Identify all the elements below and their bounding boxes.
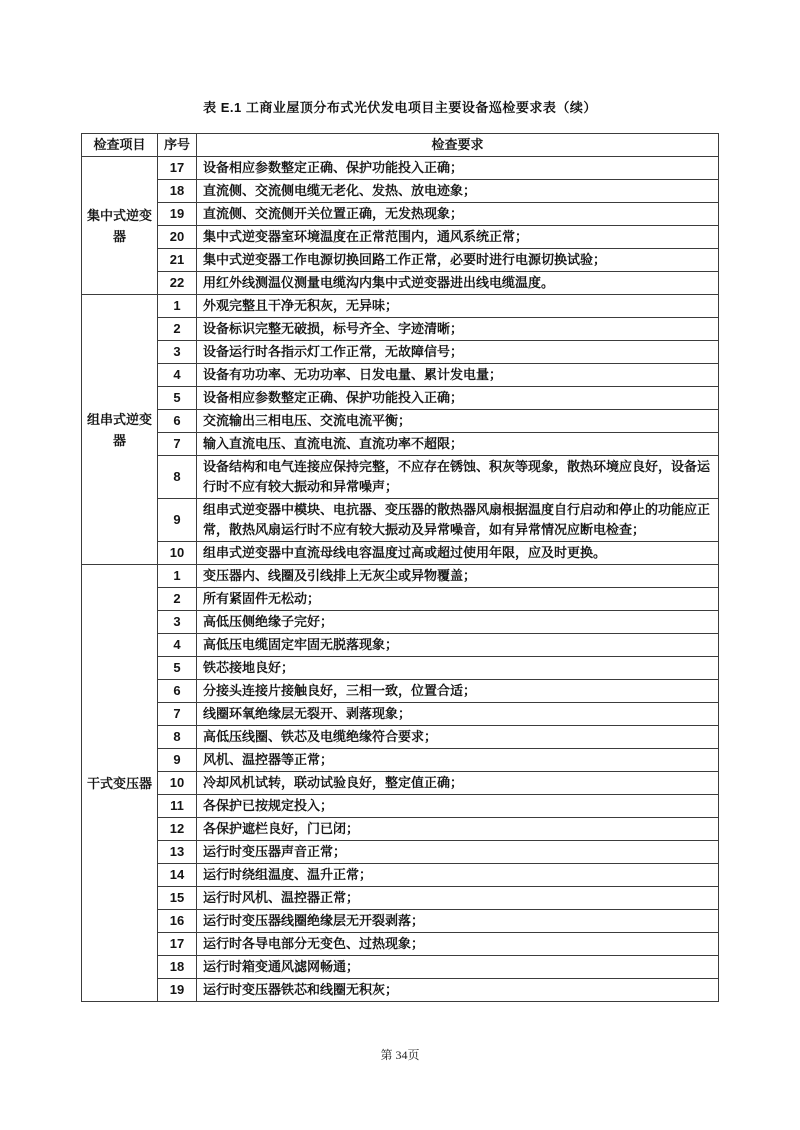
seq-no-cell: 3 xyxy=(158,341,197,364)
seq-no-cell: 1 xyxy=(158,295,197,318)
inspection-table xyxy=(81,133,719,1002)
table-row xyxy=(82,499,719,542)
seq-no-cell: 17 xyxy=(158,157,197,180)
seq-no-cell: 20 xyxy=(158,226,197,249)
table-row xyxy=(82,818,719,841)
table-row xyxy=(82,295,719,318)
seq-no-cell: 7 xyxy=(158,433,197,456)
requirement-cell: 运行时变压器声音正常； xyxy=(197,841,719,864)
requirement-cell: 线圈环氧绝缘层无裂开、剥落现象； xyxy=(197,703,719,726)
seq-no-cell: 14 xyxy=(158,864,197,887)
seq-no-cell: 9 xyxy=(158,749,197,772)
table-row xyxy=(82,410,719,433)
table-row xyxy=(82,680,719,703)
table-row xyxy=(82,318,719,341)
requirement-cell: 外观完整且干净无积灰，无异味； xyxy=(197,295,719,318)
table-row xyxy=(82,249,719,272)
requirement-cell: 直流侧、交流侧开关位置正确，无发热现象； xyxy=(197,203,719,226)
table-row xyxy=(82,910,719,933)
seq-no-cell: 2 xyxy=(158,588,197,611)
table-row xyxy=(82,772,719,795)
requirement-cell: 输入直流电压、直流电流、直流功率不超限； xyxy=(197,433,719,456)
requirement-cell: 运行时风机、温控器正常； xyxy=(197,887,719,910)
table-row xyxy=(82,226,719,249)
requirement-cell: 各保护已按规定投入； xyxy=(197,795,719,818)
table-row xyxy=(82,703,719,726)
seq-no-cell: 21 xyxy=(158,249,197,272)
seq-no-cell: 16 xyxy=(158,910,197,933)
table-row xyxy=(82,203,719,226)
requirement-cell: 所有紧固件无松动； xyxy=(197,588,719,611)
seq-no-cell: 5 xyxy=(158,387,197,410)
table-row xyxy=(82,979,719,1002)
requirement-cell: 设备有功功率、无功功率、日发电量、累计发电量； xyxy=(197,364,719,387)
page-title: 表 E.1 工商业屋顶分布式光伏发电项目主要设备巡检要求表（续） xyxy=(203,100,597,115)
table-row xyxy=(82,272,719,295)
table-row xyxy=(82,841,719,864)
seq-no-cell: 18 xyxy=(158,956,197,979)
seq-no-cell: 1 xyxy=(158,565,197,588)
seq-no-cell: 22 xyxy=(158,272,197,295)
table-row xyxy=(82,749,719,772)
requirement-cell: 风机、温控器等正常； xyxy=(197,749,719,772)
requirement-cell: 设备相应参数整定正确、保护功能投入正确； xyxy=(197,157,719,180)
requirement-cell: 设备标识完整无破损，标号齐全、字迹清晰； xyxy=(197,318,719,341)
requirement-cell: 直流侧、交流侧电缆无老化、发热、放电迹象； xyxy=(197,180,719,203)
table-row xyxy=(82,795,719,818)
seq-no-cell: 13 xyxy=(158,841,197,864)
requirement-cell: 高低压侧绝缘子完好； xyxy=(197,611,719,634)
table-row xyxy=(82,657,719,680)
seq-no-cell: 10 xyxy=(158,772,197,795)
check-item-cell: 组串式逆变器 xyxy=(82,295,158,565)
seq-no-cell: 9 xyxy=(158,499,197,542)
table-row xyxy=(82,157,719,180)
table-row xyxy=(82,887,719,910)
seq-no-cell: 17 xyxy=(158,933,197,956)
seq-no-cell: 15 xyxy=(158,887,197,910)
requirement-cell: 各保护遮栏良好，门已闭； xyxy=(197,818,719,841)
table-row xyxy=(82,611,719,634)
seq-no-cell: 11 xyxy=(158,795,197,818)
seq-no-cell: 5 xyxy=(158,657,197,680)
seq-no-cell: 19 xyxy=(158,203,197,226)
table-row xyxy=(82,456,719,499)
requirement-cell: 冷却风机试转，联动试验良好，整定值正确； xyxy=(197,772,719,795)
table-row xyxy=(82,864,719,887)
requirement-cell: 集中式逆变器工作电源切换回路工作正常，必要时进行电源切换试验； xyxy=(197,249,719,272)
requirement-cell: 设备相应参数整定正确、保护功能投入正确； xyxy=(197,387,719,410)
requirement-cell: 组串式逆变器中直流母线电容温度过高或超过使用年限，应及时更换。 xyxy=(197,542,719,565)
seq-no-cell: 19 xyxy=(158,979,197,1002)
seq-no-cell: 3 xyxy=(158,611,197,634)
requirement-cell: 集中式逆变器室环境温度在正常范围内，通风系统正常； xyxy=(197,226,719,249)
requirement-cell: 分接头连接片接触良好，三相一致，位置合适； xyxy=(197,680,719,703)
seq-no-cell: 8 xyxy=(158,456,197,499)
requirement-cell: 高低压线圈、铁芯及电缆绝缘符合要求； xyxy=(197,726,719,749)
seq-no-cell: 8 xyxy=(158,726,197,749)
seq-no-cell: 6 xyxy=(158,410,197,433)
requirement-cell: 运行时绕组温度、温升正常； xyxy=(197,864,719,887)
table-row xyxy=(82,588,719,611)
requirement-cell: 高低压电缆固定牢固无脱落现象； xyxy=(197,634,719,657)
table-row xyxy=(82,341,719,364)
seq-no-cell: 12 xyxy=(158,818,197,841)
seq-no-cell: 4 xyxy=(158,364,197,387)
table-row xyxy=(82,364,719,387)
page-number: 第 34页 xyxy=(380,1048,420,1062)
table-row xyxy=(82,180,719,203)
seq-no-cell: 2 xyxy=(158,318,197,341)
header-check-item: 检查项目 xyxy=(82,134,158,157)
table-row xyxy=(82,726,719,749)
table-row xyxy=(82,634,719,657)
table-row xyxy=(82,933,719,956)
requirement-cell: 运行时变压器线圈绝缘层无开裂剥落； xyxy=(197,910,719,933)
requirement-cell: 铁芯接地良好； xyxy=(197,657,719,680)
requirement-cell: 用红外线测温仪测量电缆沟内集中式逆变器进出线电缆温度。 xyxy=(197,272,719,295)
requirement-cell: 设备运行时各指示灯工作正常，无故障信号； xyxy=(197,341,719,364)
header-seq-no: 序号 xyxy=(158,134,197,157)
seq-no-cell: 4 xyxy=(158,634,197,657)
seq-no-cell: 7 xyxy=(158,703,197,726)
seq-no-cell: 18 xyxy=(158,180,197,203)
requirement-cell: 设备结构和电气连接应保持完整，不应存在锈蚀、积灰等现象，散热环境应良好，设备运行时不应有较大振动和异常噪声； xyxy=(197,456,719,499)
header-requirement: 检查要求 xyxy=(197,134,719,157)
requirement-cell: 组串式逆变器中模块、电抗器、变压器的散热器风扇根据温度自行启动和停止的功能应正常，散热风扇运行时不应有较大振动及异常噪音，如有异常情况应断电检查； xyxy=(197,499,719,542)
requirement-cell: 运行时变压器铁芯和线圈无积灰； xyxy=(197,979,719,1002)
check-item-cell: 集中式逆变器 xyxy=(82,157,158,295)
requirement-cell: 交流输出三相电压、交流电流平衡； xyxy=(197,410,719,433)
table-header-row xyxy=(82,134,719,157)
requirement-cell: 变压器内、线圈及引线排上无灰尘或异物覆盖； xyxy=(197,565,719,588)
seq-no-cell: 10 xyxy=(158,542,197,565)
requirement-cell: 运行时各导电部分无变色、过热现象； xyxy=(197,933,719,956)
table-row xyxy=(82,433,719,456)
requirement-cell: 运行时箱变通风滤网畅通； xyxy=(197,956,719,979)
seq-no-cell: 6 xyxy=(158,680,197,703)
table-row xyxy=(82,542,719,565)
table-row xyxy=(82,565,719,588)
table-row xyxy=(82,387,719,410)
table-row xyxy=(82,956,719,979)
check-item-cell: 干式变压器 xyxy=(82,565,158,1002)
